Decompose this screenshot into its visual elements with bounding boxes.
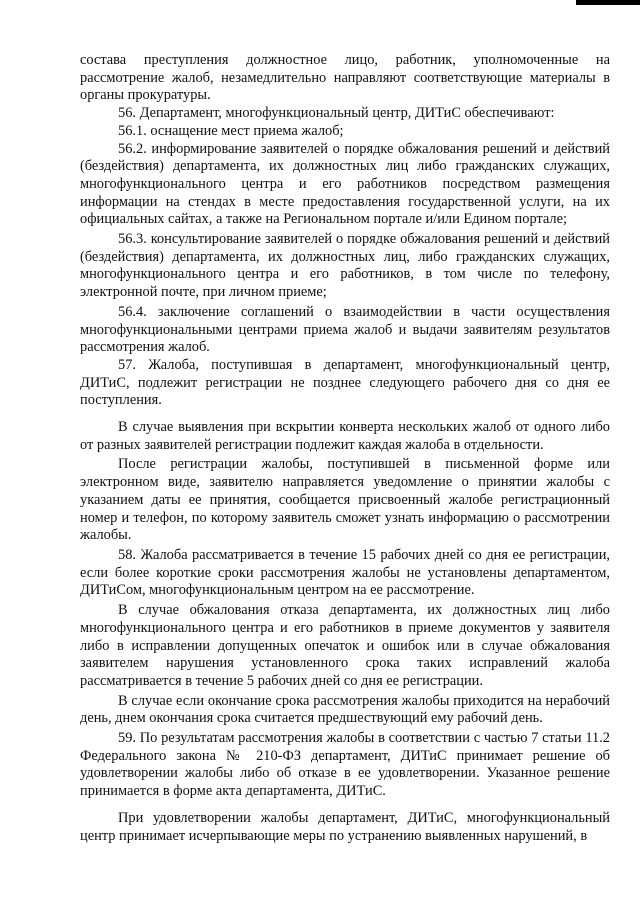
paragraph-56-4: 56.4. заключение соглашений о взаимодействии в части осуществления многофункциональными центрами приема жалоб и выдачи заявителям результатов рассмотрения жалоб. (80, 303, 610, 356)
paragraph-56: 56. Департамент, многофункциональный центр, ДИТиС обеспечивают: (118, 105, 555, 122)
paragraph-56-2: 56.2. информирование заявителей о порядке обжалования решений и действий (бездействия) департамента, их должностных лиц либо гражданских служащих, многофункционального центра и его работников посредством размещения информации на стендах в месте предоставления государственной услуги, на их официальных сайтах, а также на Региональном портале и/или Едином портале; (80, 140, 610, 228)
paragraph-57-notification: После регистрации жалобы, поступившей в письменной форме или электронном виде, заявителю направляется уведомление о принятии жалобы с указанием даты ее принятия, сообщается присвоенный жалобе регистрационный номер и телефон, по которому заявитель сможет узнать информацию о рассмотрении жалобы. (80, 456, 610, 544)
paragraph-59: 59. По результатам рассмотрения жалобы в соответствии с частью 7 статьи 11.2 Федерального закона № 210-ФЗ департамент, ДИТиС принимает решение об удовлетворении жалобы либо об отказе в ее удовлетворении. Указанное решение принимается в форме акта департамента, ДИТиС. (80, 730, 610, 800)
scan-edge-mark (576, 0, 640, 5)
paragraph-57-envelope: В случае выявления при вскрытии конверта нескольких жалоб от одного либо от разных заявителей регистрации подлежит каждая жалоба в отдельности. (80, 419, 610, 453)
paragraph-58-refusal: В случае обжалования отказа департамента, их должностных лиц либо многофункционального центра и его работников в приеме документов у заявителя либо в исправлении допущенных опечаток и ошибок или в случае обжалования заявителем нарушения установленного срока таких исправлений жалоба рассматривается в течение 5 рабочих дней со дня ее регистрации. (80, 602, 610, 689)
paragraph-56-1: 56.1. оснащение мест приема жалоб; (118, 122, 344, 139)
paragraph-56-3: 56.3. консультирование заявителей о порядке обжалования решений и действий (бездействия) департамента, их должностных лиц, либо гражданских служащих, многофункционального центра и его работников, в том числе по телефону, электронной почте, при личном приеме; (80, 231, 610, 301)
paragraph-continuation: состава преступления должностное лицо, работник, уполномоченные на рассмотрение жалоб, незамедлительно направляют соответствующие материалы в органы прокуратуры. (80, 52, 610, 104)
paragraph-58: 58. Жалоба рассматривается в течение 15 рабочих дней со дня ее регистрации, если более короткие сроки рассмотрения жалобы не установлены департаментом, ДИТиСом, многофункциональным центром на ее рассмотрение. (80, 546, 610, 599)
document-body (80, 52, 610, 845)
paragraph-59-satisfaction: При удовлетворении жалобы департамент, ДИТиС, многофункциональный центр принимает исчерпывающие меры по устранению выявленных нарушений, в (80, 809, 610, 844)
paragraph-57: 57. Жалоба, поступившая в департамент, многофункциональный центр, ДИТиС, подлежит регистрации не позднее следующего рабочего дня со дня ее поступления. (80, 356, 610, 409)
paragraph-58-holiday: В случае если окончание срока рассмотрения жалобы приходится на нерабочий день, днем окончания срока считается предшествующий ему рабочий день. (80, 692, 610, 727)
